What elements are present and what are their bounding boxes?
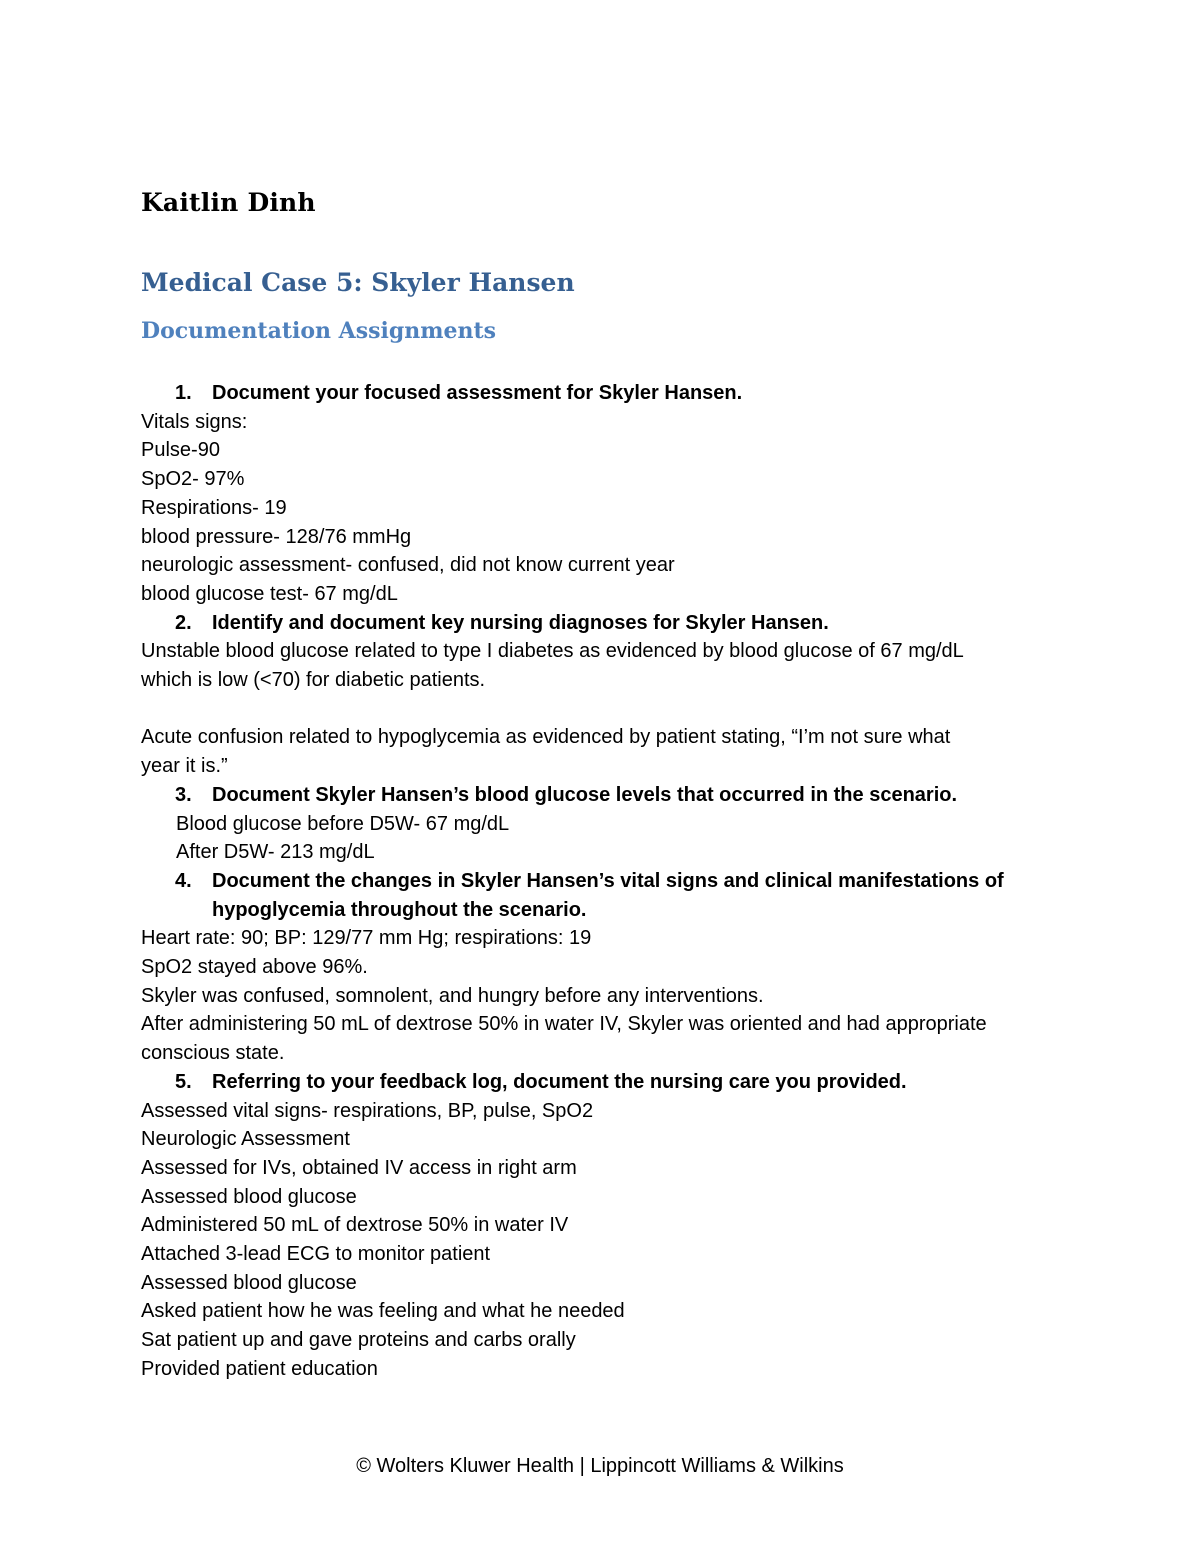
question-5 bbox=[141, 1068, 1061, 1097]
answer-line: Pulse-90 bbox=[141, 439, 220, 462]
question-text: Referring to your feedback log, document the nursing care you provided. bbox=[212, 1070, 907, 1093]
question-2 bbox=[141, 609, 1061, 638]
copyright-footer: © Wolters Kluwer Health | Lippincott Williams & Wilkins bbox=[356, 1455, 844, 1477]
question-text: Document the changes in Skyler Hansen’s vital signs and clinical manifestations of hypoglycemia throughout the scenario. bbox=[212, 869, 1004, 921]
question-number: 1. bbox=[175, 382, 192, 404]
answer-line: conscious state. bbox=[141, 1042, 285, 1065]
question-text: Identify and document key nursing diagnoses for Skyler Hansen. bbox=[212, 611, 829, 634]
document-body bbox=[141, 379, 1061, 1384]
answer-line: Asked patient how he was feeling and what he needed bbox=[141, 1300, 625, 1323]
question-number: 5. bbox=[175, 1070, 192, 1093]
answer-line: blood glucose test- 67 mg/dL bbox=[141, 582, 398, 605]
answer-line: After D5W- 213 mg/dL bbox=[176, 841, 375, 864]
answer-line: Assessed vital signs- respirations, BP, pulse, SpO2 bbox=[141, 1099, 594, 1122]
answer-line: neurologic assessment- confused, did not know current year bbox=[141, 554, 675, 577]
answer-line: Assessed blood glucose bbox=[141, 1271, 357, 1294]
answer-line: Provided patient education bbox=[141, 1357, 378, 1380]
case-title: Medical Case 5: Skyler Hansen bbox=[141, 268, 575, 297]
answer-line: Heart rate: 90; BP: 129/77 mm Hg; respirations: 19 bbox=[141, 927, 592, 950]
question-4 bbox=[141, 867, 1092, 924]
answer-line: SpO2- 97% bbox=[141, 468, 245, 491]
blank-line bbox=[141, 695, 1061, 724]
answer-line: Assessed blood glucose bbox=[141, 1185, 357, 1208]
question-text: Document your focused assessment for Skyler Hansen. bbox=[212, 382, 743, 404]
answer-line: Acute confusion related to hypoglycemia as evidenced by patient stating, “I’m not sure what bbox=[141, 726, 951, 749]
answer-line: After administering 50 mL of dextrose 50% in water IV, Skyler was oriented and had appropriate bbox=[141, 1013, 987, 1036]
answer-line: Assessed for IVs, obtained IV access in right arm bbox=[141, 1156, 577, 1179]
answer-line: Administered 50 mL of dextrose 50% in water IV bbox=[141, 1214, 569, 1237]
answer-line: Respirations- 19 bbox=[141, 496, 287, 519]
question-1 bbox=[141, 379, 1061, 408]
answer-line: Skyler was confused, somnolent, and hungry before any interventions. bbox=[141, 984, 764, 1007]
answer-line: Vitals signs: bbox=[141, 410, 248, 433]
answer-line: which is low (<70) for diabetic patients. bbox=[141, 669, 486, 692]
answer-line: Unstable blood glucose related to type I diabetes as evidenced by blood glucose of 67 mg/dL bbox=[141, 640, 964, 663]
answer-line: Neurologic Assessment bbox=[141, 1128, 350, 1151]
question-text: Document Skyler Hansen’s blood glucose levels that occurred in the scenario. bbox=[212, 783, 958, 806]
answer-line: year it is.” bbox=[141, 755, 228, 778]
answer-line: SpO2 stayed above 96%. bbox=[141, 956, 368, 979]
author-name: Kaitlin Dinh bbox=[141, 188, 316, 217]
question-number: 3. bbox=[175, 783, 192, 806]
section-subtitle: Documentation Assignments bbox=[141, 318, 497, 344]
answer-line: Sat patient up and gave proteins and carbs orally bbox=[141, 1329, 576, 1352]
question-number: 2. bbox=[175, 611, 192, 634]
question-number: 4. bbox=[175, 869, 192, 892]
answer-line: blood pressure- 128/76 mmHg bbox=[141, 525, 412, 548]
answer-line: Attached 3-lead ECG to monitor patient bbox=[141, 1243, 491, 1266]
question-3 bbox=[141, 781, 1061, 810]
answer-line: Blood glucose before D5W- 67 mg/dL bbox=[176, 812, 510, 835]
